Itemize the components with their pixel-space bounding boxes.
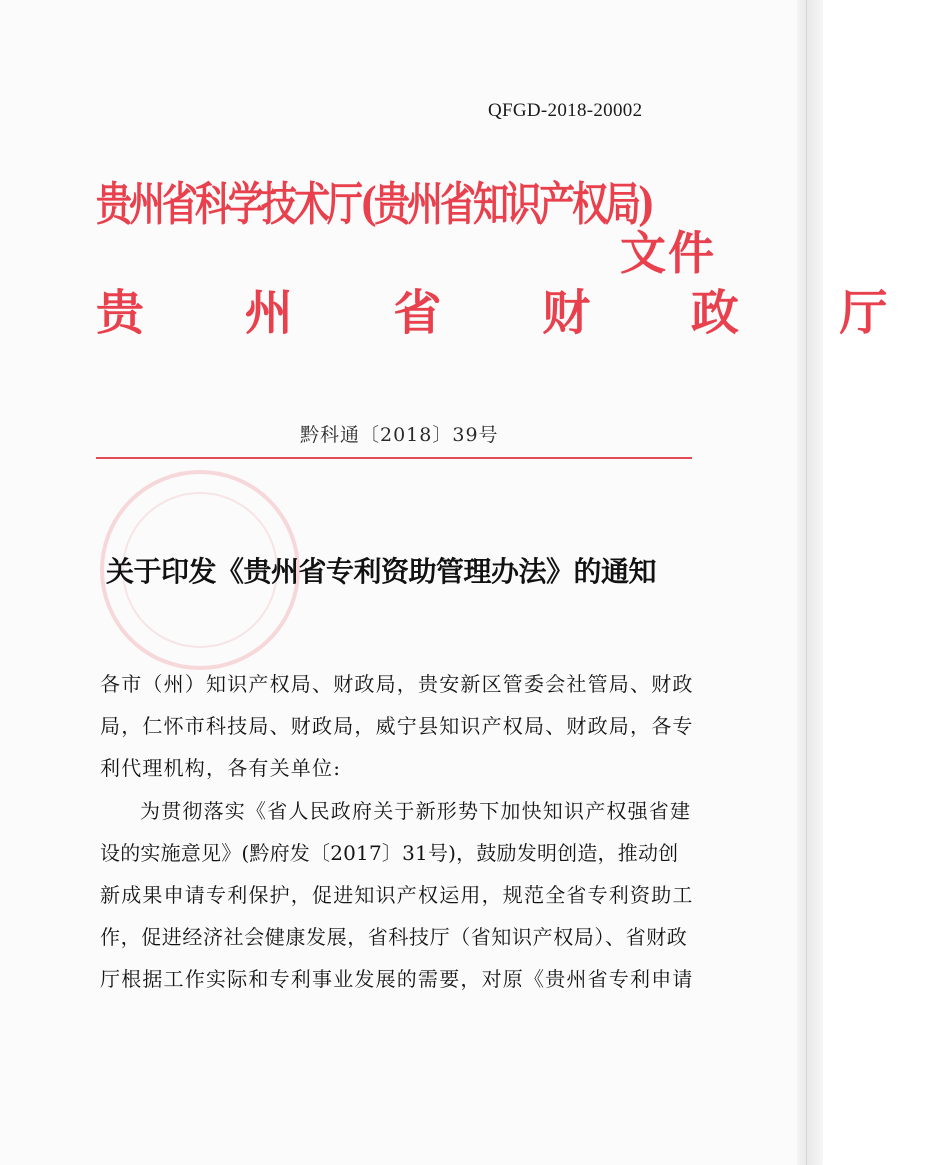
body-line: 厅根据工作实际和专利事业发展的需要，对原《贵州省专利申请 (100, 967, 694, 991)
body-line: 设的实施意见》(黔府发〔2017〕31号)，鼓励发明创造，推动创 (100, 841, 679, 865)
document-code: QFGD-2018-20002 (488, 100, 643, 121)
red-separator-line (96, 457, 692, 459)
document-number: 黔科通〔2018〕39号 (300, 424, 499, 446)
body-line: 作，促进经济社会健康发展，省科技厅（省知识产权局）、省财政 (100, 925, 688, 949)
body-line: 利代理机构，各有关单位: (100, 756, 342, 780)
body-line: 各市（州）知识产权局、财政局，贵安新区管委会社管局、财政 (100, 672, 694, 696)
body-line: 为贯彻落实《省人民政府关于新形势下加快知识产权强省建 (140, 799, 692, 823)
document-type-label: 文件 (620, 226, 716, 280)
body-line: 局，仁怀市科技局、财政局，威宁县知识产权局、财政局，各专 (100, 714, 694, 738)
notice-title: 关于印发《贵州省专利资助管理办法》的通知 (106, 555, 657, 588)
scan-edge-line (806, 0, 807, 1165)
issuer-finance-department: 贵 州 省 财 政 厅 (96, 285, 930, 341)
issuer-science-department: 贵州省科学技术厅(贵州省知识产权局) (96, 177, 653, 232)
scan-edge (797, 0, 823, 1165)
body-line: 新成果申请专利保护，促进知识产权运用，规范全省专利资助工 (100, 883, 694, 907)
